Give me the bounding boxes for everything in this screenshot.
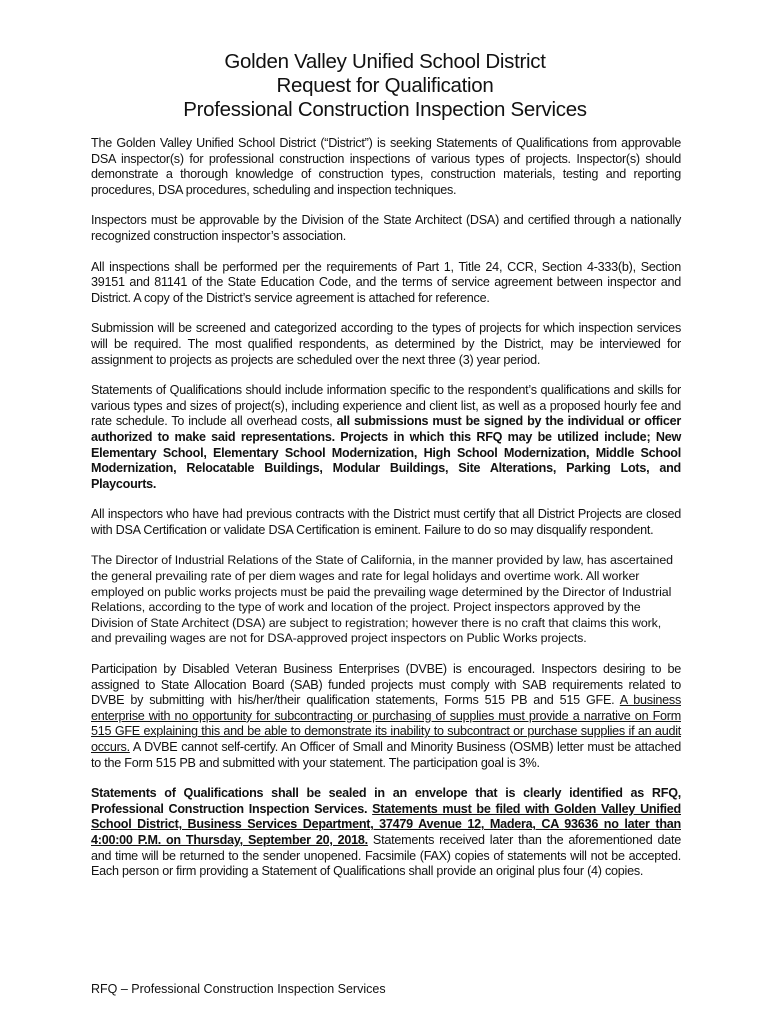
dvbe-text-a: Participation by Disabled Veteran Business Enterprises (DVBE) is encouraged. Inspectors desiring to be assigned to State Allocation Board (SAB) funded projects must comply with SAB requirements related to DVBE by submitting with his/her/their qualification statements, Forms 515 PB and 515 GFE. [91,662,681,708]
soq-contents-text: Statements of Qualifications should include information specific to the respondent’s qualifications and skills for various types and sizes of project(s), including experience and client list, as well as a proposed hourly fee and rate schedule. To include all overhead costs, [91,383,681,429]
soq-contents-bold: all submissions must be signed by the individual or officer authorized to make said representations. Projects in which this RFQ may be utilized include; New Elementary School, Elementary School Modernization, High School Modernization, Middle School Modernization, Relocatable Buildings, Modular Buildings, Site Alterations, Parking Lots, and Playcourts. [91,414,682,491]
paragraph-soq-contents [91,383,681,492]
deadline-text: Statements received later than the aforementioned date and time will be returned to the sender unopened. Facsimile (FAX) copies of statements will not be accepted. Each person or firm providing a Statement of Qualifications shall provide an original plus four (4) copies. [91,832,681,879]
deadline-bold-underlined: Statements must be filed with Golden Valley Unified School District, Business Services Department, 37479 Avenue 12, Madera, CA 93636 no later than 4:00:00 P.M. on Thursday, September 20, 2018. [91,801,681,847]
paragraph-dvbe [91,662,681,771]
page-footer: RFQ – Professional Construction Inspection Services [91,982,386,996]
paragraph-dsa-approval: Inspectors must be approvable by the Division of the State Architect (DSA) and certified through a nationally recognized construction inspector’s association. [91,213,681,243]
document-body [91,136,681,895]
title-request: Request for Qualification [276,74,494,97]
paragraph-inspection-requirements: All inspections shall be performed per the requirements of Part 1, Title 24, CCR, Section 4-333(b), Section 39151 and 81141 of the State Education Code, and the terms of service agreement between inspector and District. A copy of the District’s service agreement is attached for reference. [91,259,681,305]
paragraph-intro: The Golden Valley Unified School District (“District”) is seeking Statements of Qualifications from approvable DSA inspector(s) for professional construction inspections of various types of projects. Inspector(s) should demonstrate a thorough knowledge of construction types, construction materials, testing and reporting procedures, DSA procedures, scheduling and inspection techniques. [91,136,681,197]
paragraph-prevailing-wage: The Director of Industrial Relations of the State of California, in the manner provided by law, has ascertained the general prevailing rate of per diem wages and rate for legal holidays and overtime work. All worker employed on public works projects must be paid the prevailing wage determined by the Director of Industrial Relations, according to the type of work and location of the project. Project inspectors approved by the Division of State Architect (DSA) are subject to registration; however there is no craft that claims this work, and prevailing wages are not for DSA-approved project inspectors on Public Works projects. [91,553,673,646]
paragraph-submission-deadline [91,786,681,880]
paragraph-submission-screening: Submission will be screened and categorized according to the types of projects for which inspection services will be required. The most qualified respondents, as determined by the District, may be interviewed for assignment to projects as projects are scheduled over the next three (3) year period. [91,321,681,367]
title-district: Golden Valley Unified School District [224,50,546,73]
deadline-bold: Statements of Qualifications shall be sealed in an envelope that is clearly identified as RFQ, Professional Construction Inspection Services. [91,786,681,816]
dvbe-text-b: A DVBE cannot self-certify. An Officer of Small and Minority Business (OSMB) letter must be attached to the Form 515 PB and submitted with your statement. The participation goal is 3%. [91,740,681,770]
dvbe-underlined: A business enterprise with no opportunity for subcontracting or purchasing of supplies must provide a narrative on Form 515 GFE explaining this and be able to demonstrate its inability to subcontract or purchase supplies if an audit occurs. [91,693,681,754]
document-title [0,50,770,122]
paragraph-previous-contracts: All inspectors who have had previous contracts with the District must certify that all District Projects are closed with DSA Certification or validate DSA Certification is eminent. Failure to do so may disqualify respondent. [91,507,681,537]
title-services: Professional Construction Inspection Services [183,98,587,121]
